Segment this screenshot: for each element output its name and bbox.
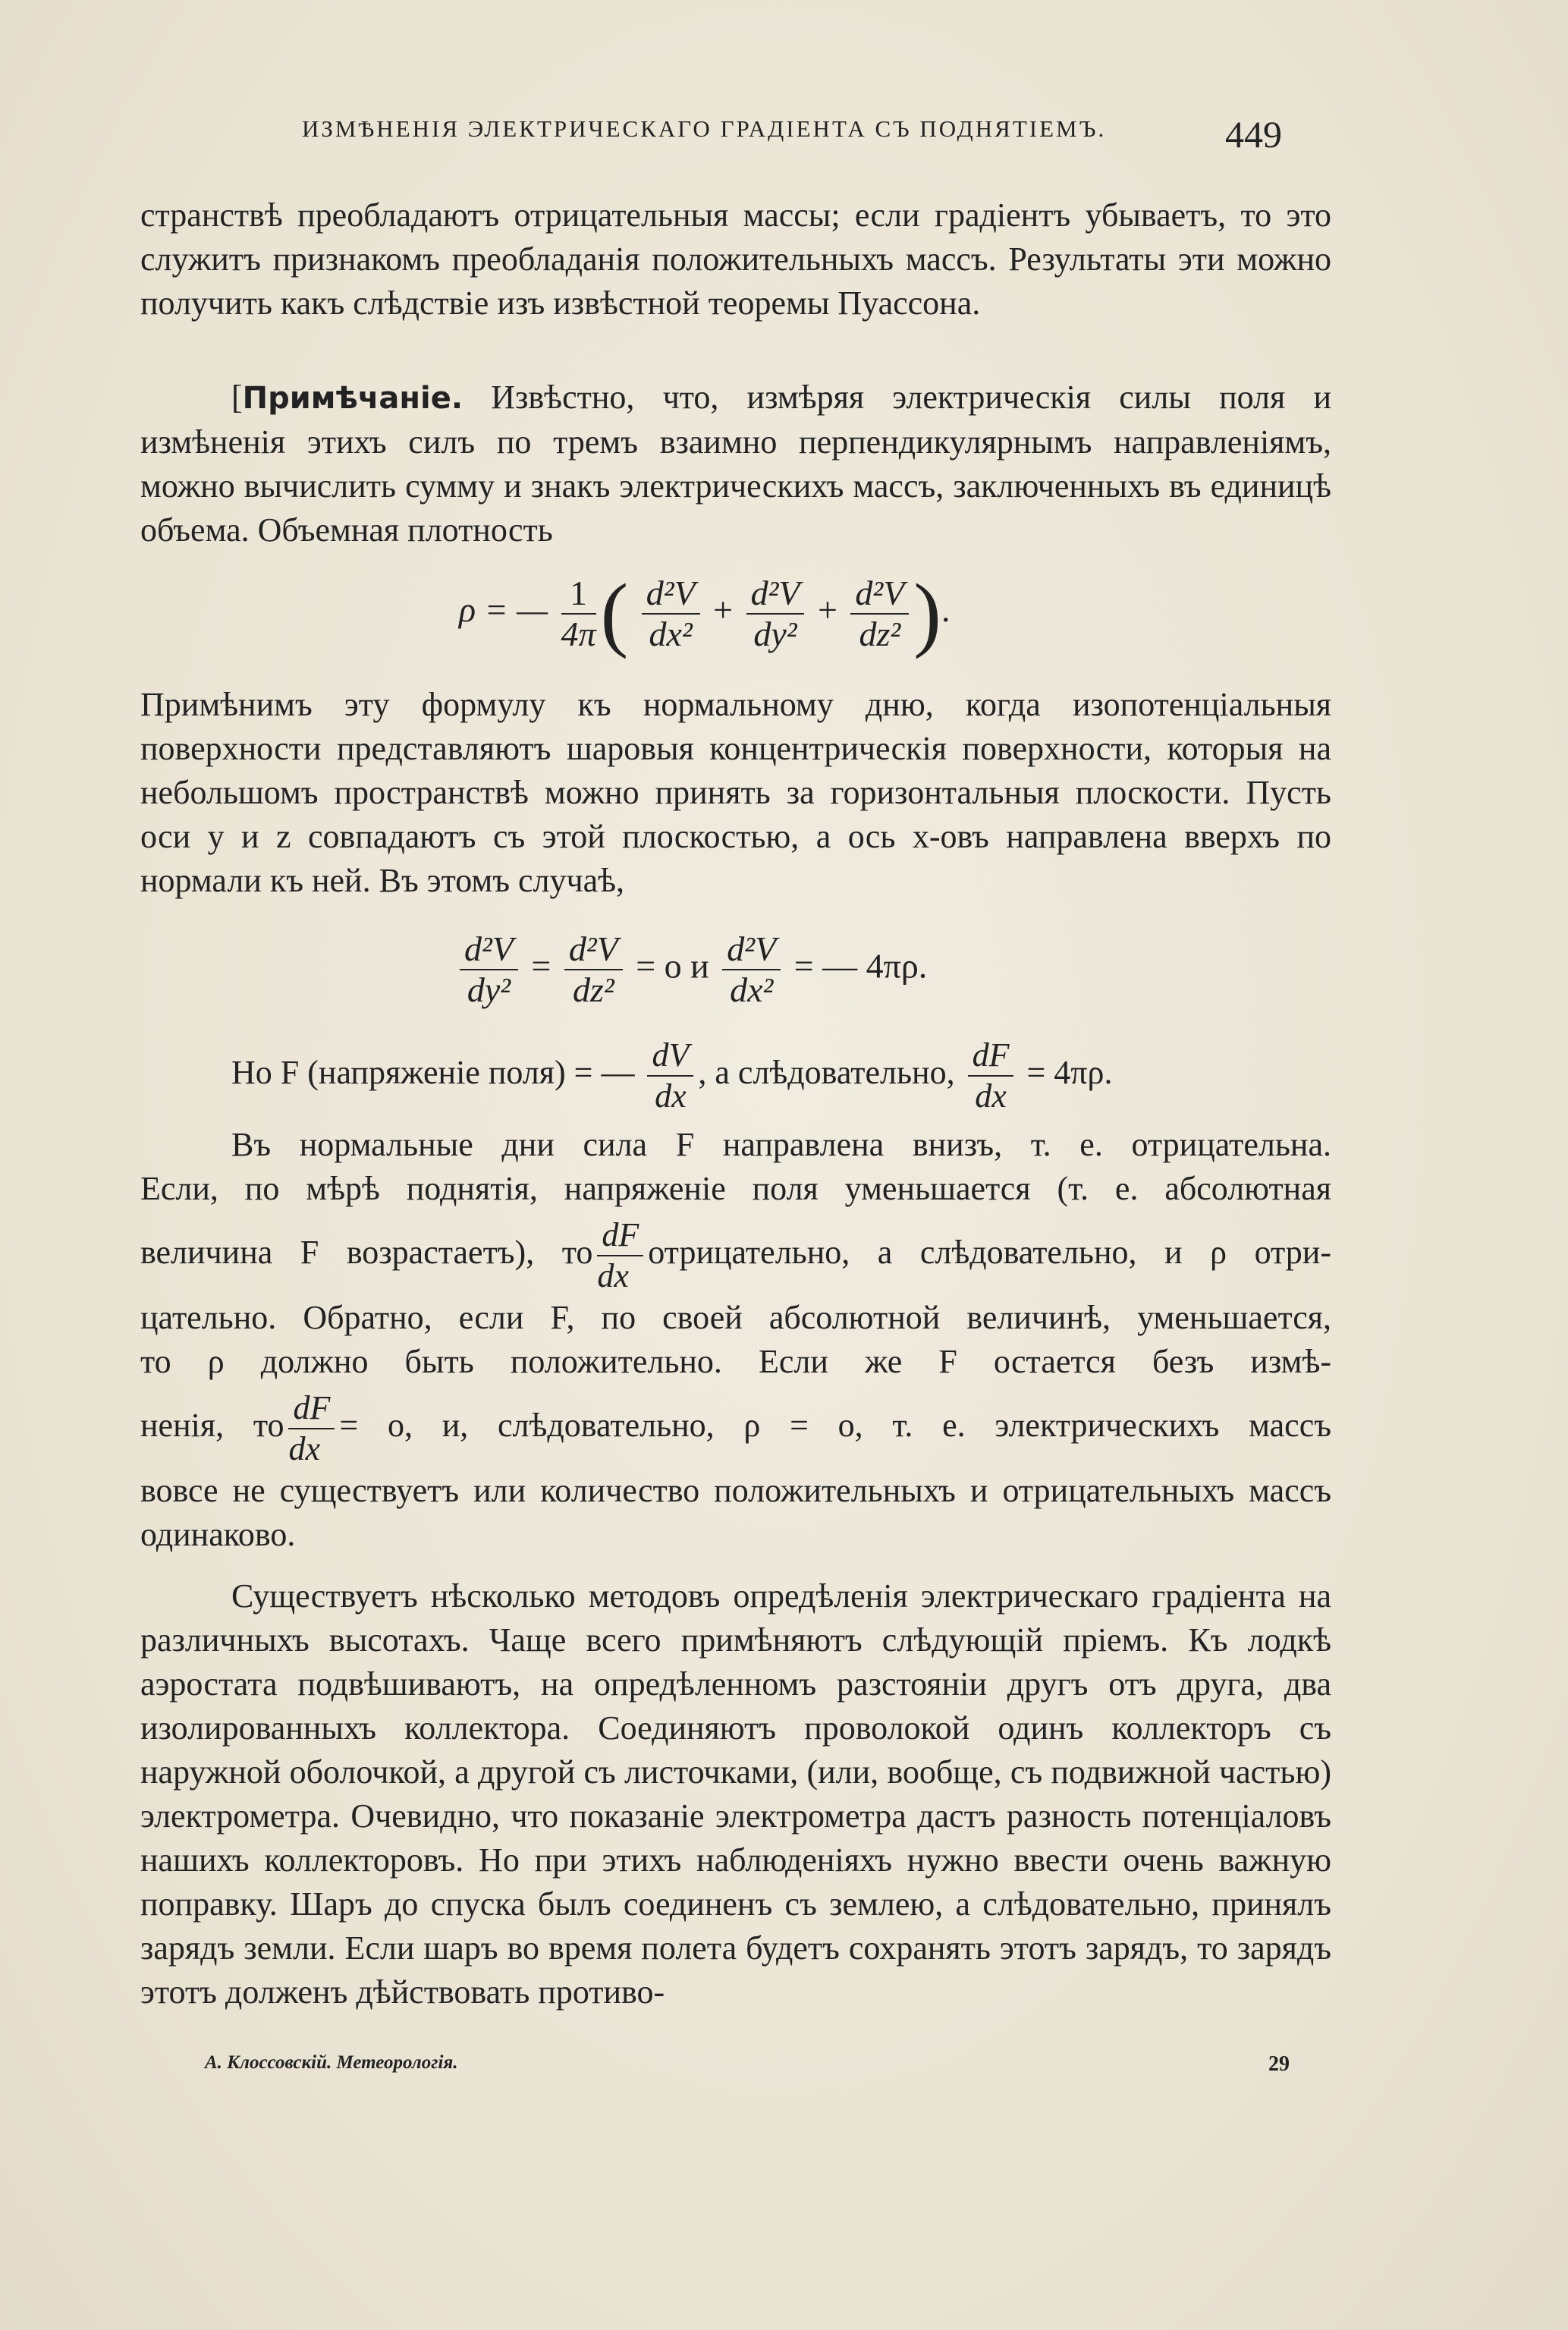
line-5: то ρ должно быть положительно. Если же F остается безъ измѣ- bbox=[140, 1342, 1331, 1380]
application-paragraph bbox=[140, 683, 1331, 903]
frac-num: d²V bbox=[722, 929, 781, 970]
line-4: цательно. Обратно, если F, по своей абсолютной величинѣ, уменьшается, bbox=[140, 1298, 1331, 1336]
formula-mid: = о и bbox=[636, 946, 709, 986]
plus-sign: + bbox=[713, 590, 734, 630]
fraction-df-dx bbox=[968, 1036, 1014, 1116]
frac-den: dx bbox=[288, 1429, 321, 1467]
frac-den: dx bbox=[597, 1256, 629, 1294]
frac-num: d²V bbox=[850, 574, 909, 615]
line-3a: величина F возрастаетъ), то bbox=[140, 1234, 593, 1271]
formula-end: . bbox=[941, 590, 951, 630]
line-3 bbox=[140, 1211, 1331, 1296]
note-bracket: [ bbox=[231, 379, 243, 416]
line-6 bbox=[140, 1384, 1331, 1469]
signature-mark: А. Клоссовскій. Метеорологія. bbox=[205, 2052, 458, 2073]
plus-sign: + bbox=[817, 590, 837, 630]
frac-den: dz² bbox=[572, 970, 614, 1009]
fraction-dv-dx bbox=[647, 1036, 693, 1116]
frac-den: dz² bbox=[859, 614, 901, 653]
formula-lhs: ρ = — bbox=[459, 590, 548, 630]
frac-num: dF bbox=[968, 1036, 1014, 1077]
sheet-number: 29 bbox=[1268, 2052, 1290, 2076]
frac-den: dx² bbox=[730, 970, 774, 1009]
frac-den: dx bbox=[975, 1077, 1007, 1115]
note-label: Примѣчаніе. bbox=[242, 381, 463, 416]
formula-start: Но F (напряженіе поля) = — bbox=[231, 1054, 635, 1092]
fraction-df-dx-inline bbox=[288, 1388, 335, 1469]
frac-den: dx bbox=[655, 1077, 687, 1115]
paren-close: ) bbox=[913, 567, 941, 659]
paragraph-2 bbox=[140, 376, 1331, 552]
fraction-d2v-dz2 bbox=[564, 929, 623, 1010]
fraction-d2v-dy2 bbox=[460, 929, 518, 1010]
paragraph-continuation bbox=[140, 193, 1331, 325]
frac-den: dy² bbox=[467, 970, 511, 1009]
frac-num: d²V bbox=[642, 574, 700, 615]
frac-den: 4π bbox=[561, 614, 596, 653]
frac-den: dx² bbox=[649, 614, 693, 653]
fraction-d2v-dx2 bbox=[722, 929, 781, 1010]
frac-num: 1 bbox=[561, 574, 596, 615]
fraction-term1 bbox=[642, 574, 700, 654]
frac-num: d²V bbox=[564, 929, 623, 970]
line-2: Если, по мѣрѣ поднятія, напряженіе поля уменьшается (т. е. абсолютная bbox=[140, 1170, 1331, 1207]
paren-open: ( bbox=[600, 567, 629, 659]
formula-mid: , а слѣдовательно, bbox=[698, 1054, 955, 1092]
line-3b: отрицательно, а слѣдовательно, и ρ отри- bbox=[648, 1234, 1331, 1271]
line-6a: ненія, то bbox=[140, 1406, 284, 1444]
note-paragraph bbox=[140, 376, 1331, 552]
formula-rhs: = 4πρ. bbox=[1026, 1054, 1113, 1092]
running-header: ИЗМѢНЕНІЯ ЭЛЕКТРИЧЕСКАГО ГРАДІЕНТА СЪ ПОДНЯТІЕМЪ. bbox=[302, 115, 1107, 142]
frac-num: d²V bbox=[460, 929, 518, 970]
frac-num: dF bbox=[597, 1215, 643, 1256]
frac-num: dV bbox=[647, 1036, 693, 1077]
fraction-df-dx-inline bbox=[597, 1215, 643, 1296]
frac-num: d²V bbox=[746, 574, 805, 615]
normal-days-paragraph bbox=[140, 1123, 1331, 1557]
fraction-coef bbox=[561, 574, 596, 654]
fraction-term3 bbox=[850, 574, 909, 654]
page-number: 449 bbox=[1225, 113, 1282, 156]
line-7: вовсе не существуетъ или количество положительныхъ и отрицательныхъ массъ одинаково. bbox=[140, 1471, 1331, 1553]
fraction-term2 bbox=[746, 574, 805, 654]
paragraph-5: Существуетъ нѣсколько методовъ опредѣленія электрическаго градіента на различныхъ высотахъ. Чаще всего примѣняютъ слѣдующій пріемъ. Къ лодкѣ аэростата подвѣшиваютъ, на опредѣленномъ разстояніи другъ отъ друга, два изолированныхъ коллектора. Соединяютъ проволокой одинъ коллекторъ съ наружной оболочкой, а другой съ листочками, (или, вообще, съ подвижной частью) электрометра. Очевидно, что показаніе электрометра дастъ разность потенціаловъ нашихъ коллекторовъ. Но при этихъ наблюденіяхъ нужно ввести очень важную поправку. Шаръ до спуска былъ соединенъ съ землею, а слѣдовательно, принялъ зарядъ земли. Если шаръ во время полета будетъ сохранять этотъ зарядъ, то зарядъ этотъ долженъ дѣйствовать противо- bbox=[140, 1577, 1331, 2011]
laplace-formula bbox=[455, 929, 927, 1010]
paragraph-1: странствѣ преобладаютъ отрицательныя массы; если градіентъ убываетъ, то это служитъ признакомъ преобладанія положительныхъ массъ. Результаты эти можно получить какъ слѣдствіе изъ извѣстной теоремы Пуассона. bbox=[140, 197, 1331, 322]
formula-rhs: = — 4πρ. bbox=[793, 946, 928, 986]
field-formula bbox=[231, 1036, 1112, 1116]
density-formula bbox=[459, 565, 950, 662]
methods-paragraph bbox=[140, 1574, 1331, 2014]
note-text: Извѣстно, что, измѣряя электрическія силы поля и измѣненія этихъ силъ по тремъ взаимно перпендикулярнымъ направленіямъ, можно вычислить сумму и знакъ электрическихъ массъ, заключенныхъ въ единицѣ объема. Объемная плотность bbox=[140, 379, 1331, 549]
frac-num: dF bbox=[288, 1388, 335, 1429]
equals-sign: = bbox=[531, 946, 551, 986]
paragraph-3: Примѣнимъ эту формулу къ нормальному дню, когда изопотенціальныя поверхности представляютъ шаровыя концентрическія поверхности, которыя на небольшомъ пространствѣ можно принять за горизонтальныя плоскости. Пусть оси y и z совпадаютъ съ этой плоскостью, а ось x-овъ направлена вверхъ по нормали къ ней. Въ этомъ случаѣ, bbox=[140, 686, 1331, 899]
line-1: Въ нормальные дни сила F направлена внизъ, т. е. отрицательна. bbox=[231, 1126, 1331, 1163]
line-6b: = о, и, слѣдовательно, ρ = о, т. е. электрическихъ массъ bbox=[339, 1406, 1331, 1444]
frac-den: dy² bbox=[753, 614, 797, 653]
